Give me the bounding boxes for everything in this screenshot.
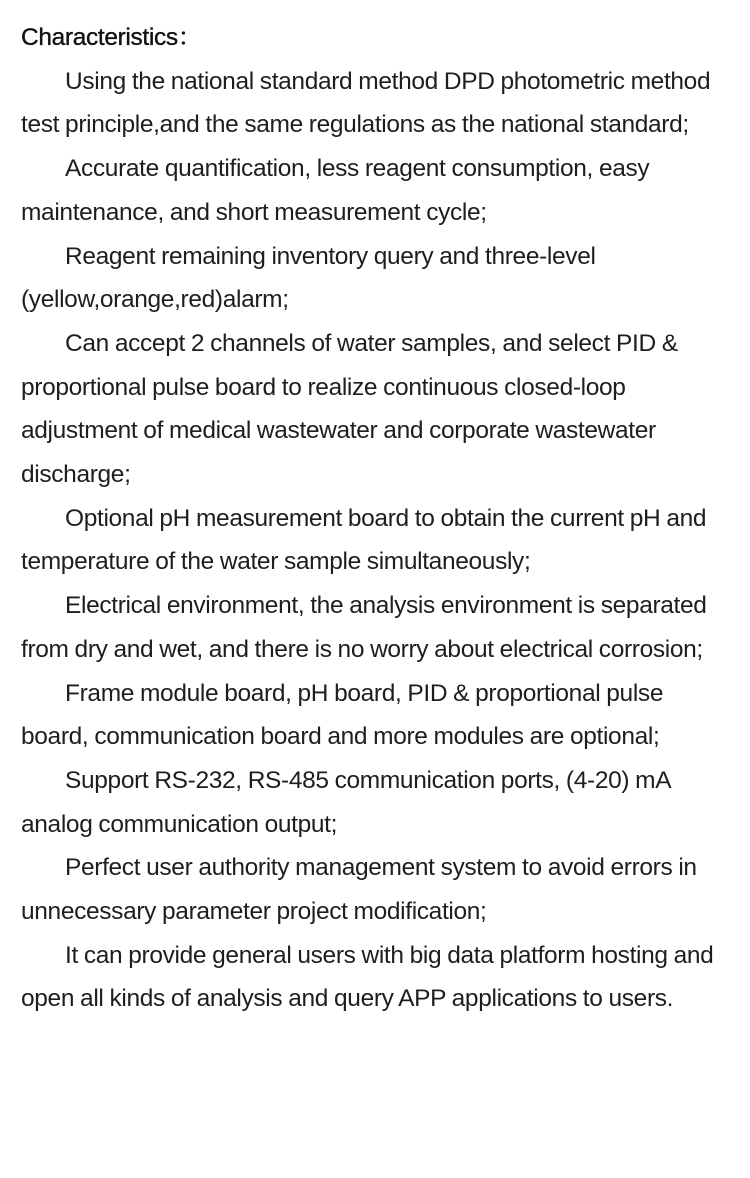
characteristic-item: Electrical environment, the analysis environment is separated from dry and wet, and there is no worry about electrical corrosion; — [21, 592, 707, 663]
characteristic-item: Frame module board, pH board, PID & proportional pulse board, communication board and more modules are optional; — [21, 679, 664, 751]
characteristic-item: Accurate quantification, less reagent consumption, easy maintenance, and short measurement cycle; — [21, 155, 650, 226]
characteristic-item: Can accept 2 channels of water samples, and select PID & proportional pulse board to realize continuous closed-loop adjustment of medical wastewater and corporate wastewater discharge; — [21, 329, 678, 489]
characteristic-item: Perfect user authority management system to avoid errors in unnecessary parameter project modification; — [21, 854, 697, 926]
characteristic-item: It can provide general users with big data platform hosting and open all kinds of analysis and query APP applications to users. — [21, 941, 714, 1013]
characteristic-item: Support RS-232, RS-485 communication ports, (4-20) mA analog communication output; — [21, 766, 670, 838]
characteristic-item: Reagent remaining inventory query and three-level (yellow,orange,red)alarm; — [21, 242, 596, 314]
characteristic-item: Using the national standard method DPD photometric method test principle,and the same regulations as the national standard; — [21, 67, 711, 139]
characteristics-section — [21, 16, 733, 1021]
section-heading: Characteristics： — [21, 24, 202, 51]
characteristic-item: Optional pH measurement board to obtain the current pH and temperature of the water sample simultaneously; — [21, 504, 707, 576]
